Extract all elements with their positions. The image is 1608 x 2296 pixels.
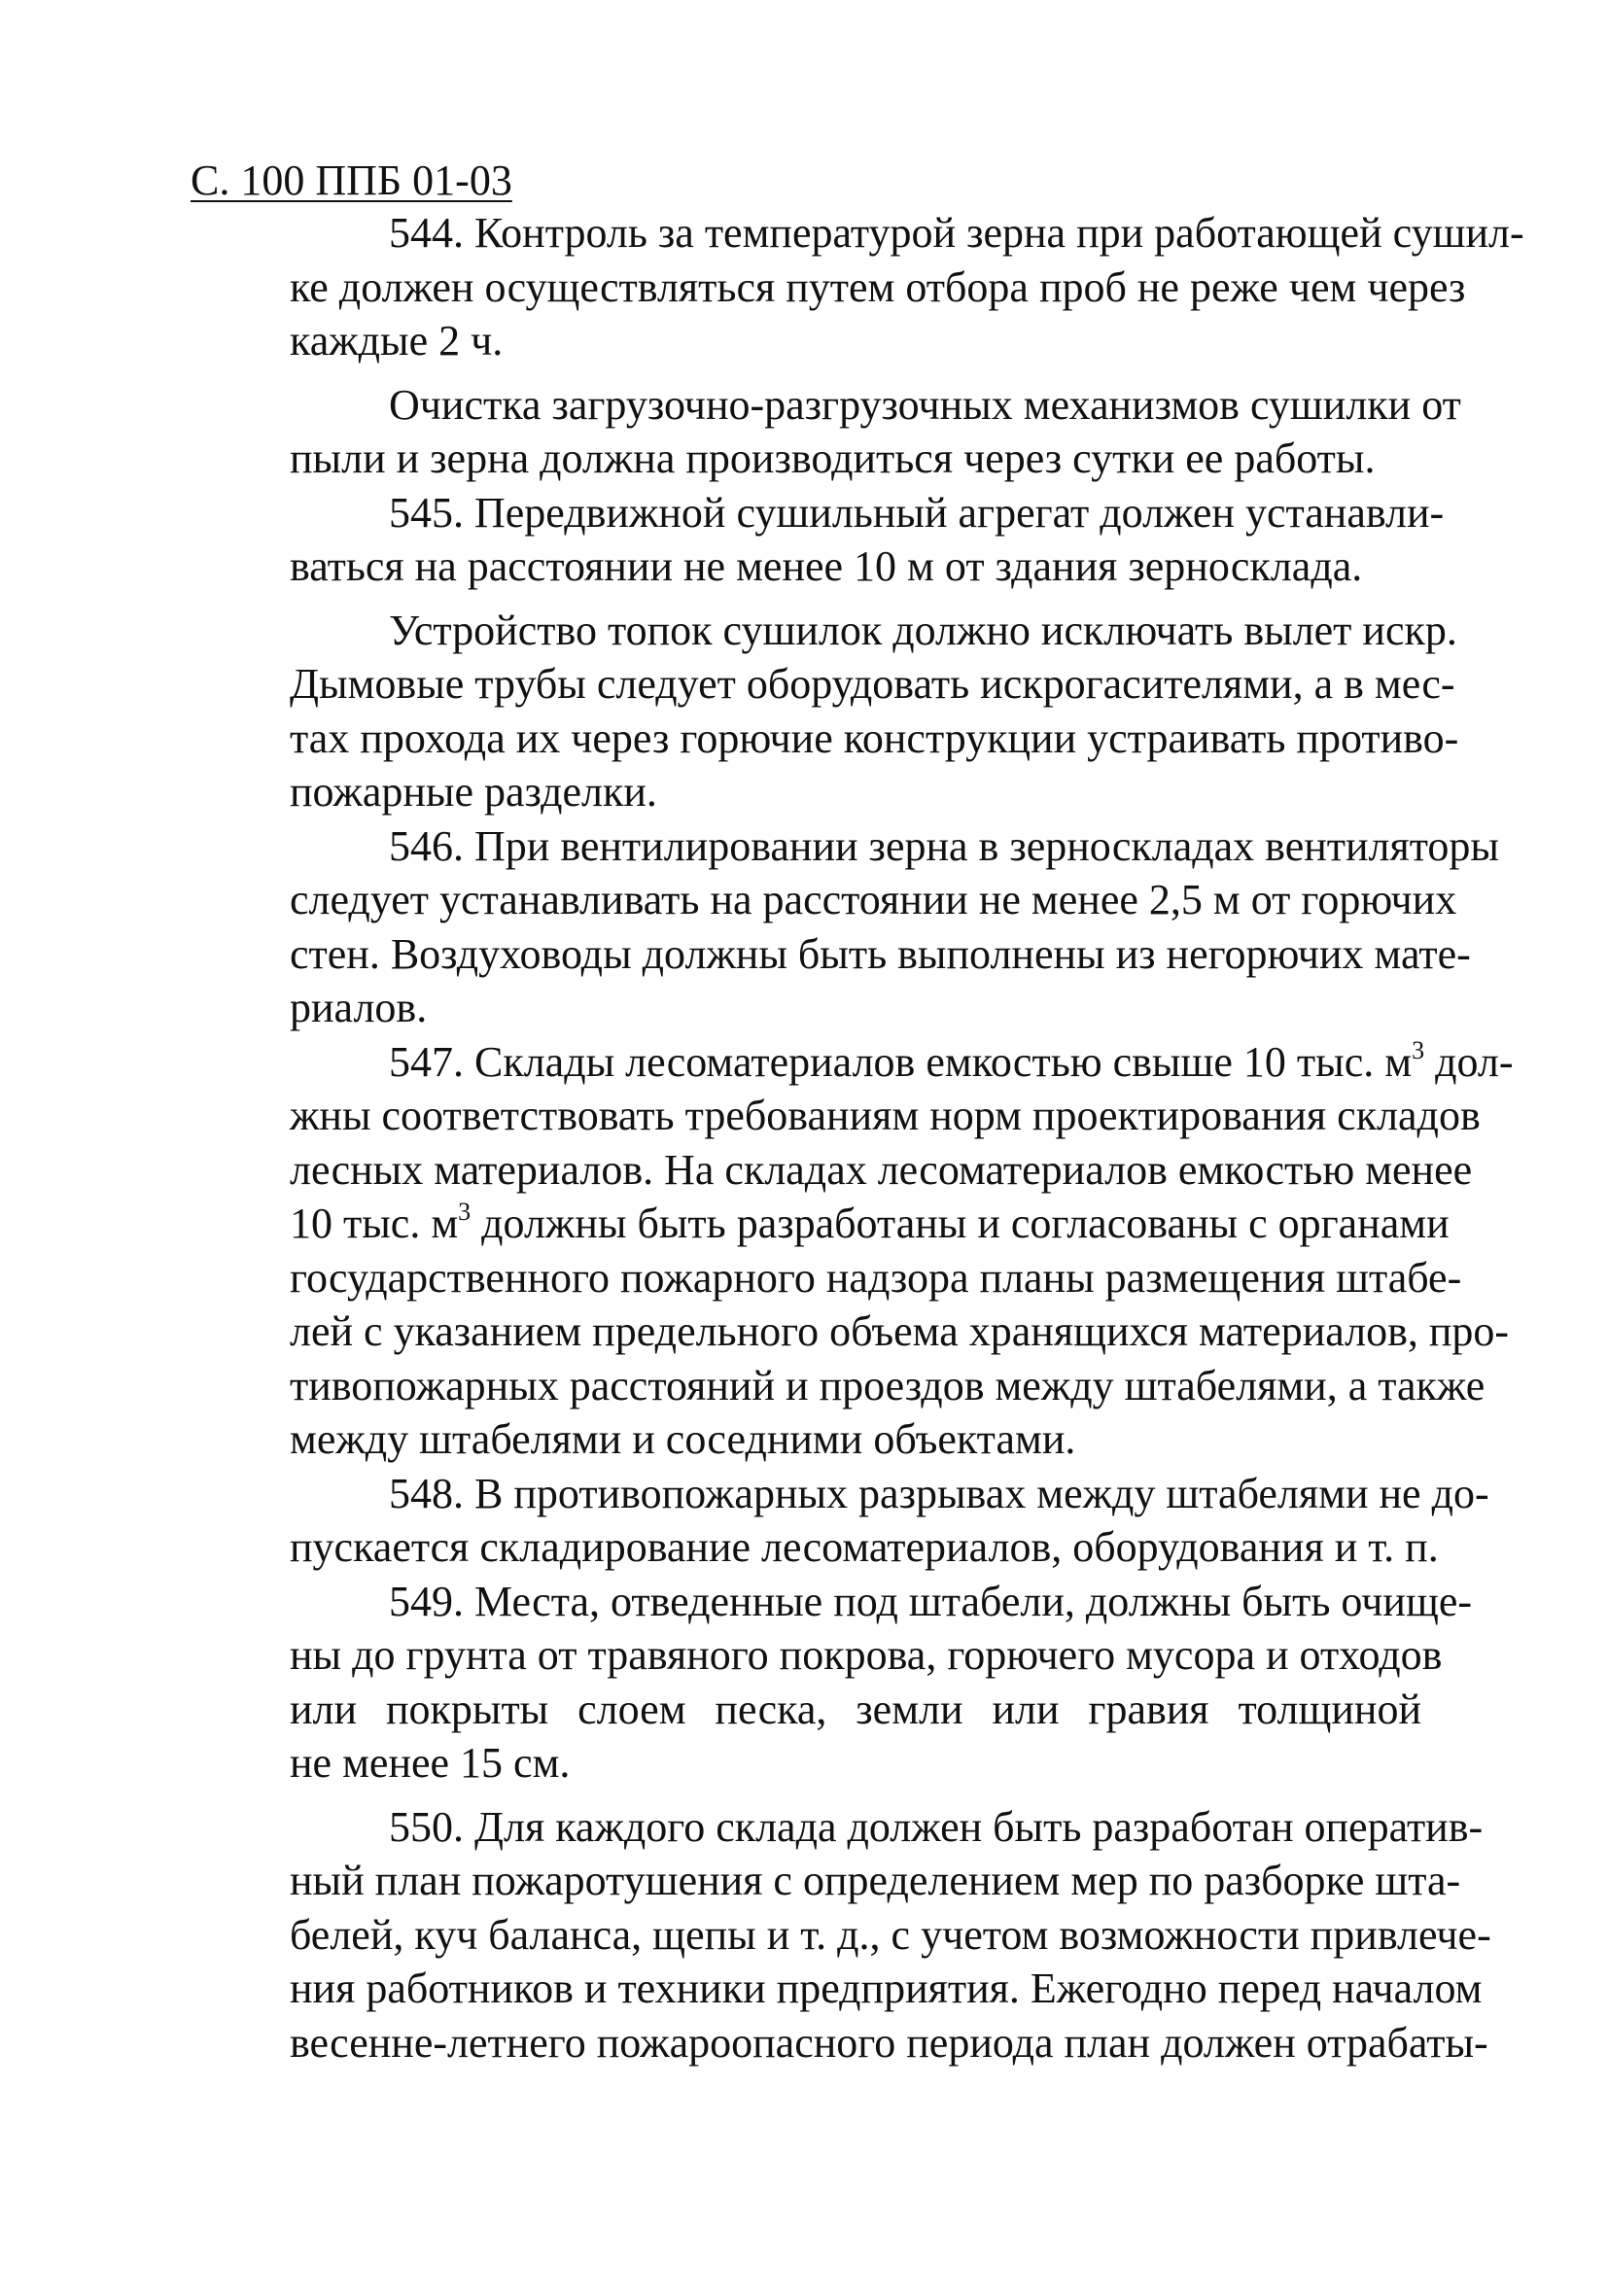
text-line: лей с указанием предельного объема хранящихся материалов, про- (290, 1307, 1510, 1355)
text-line: 546. При вентилировании зерна в зерноскладах вентиляторы (389, 821, 1499, 870)
text-line (191, 1035, 1514, 1090)
text-line: тивопожарных расстояний и проездов между штабелями, а также (290, 1361, 1486, 1409)
paragraph-545-furnaces (191, 604, 1459, 819)
text-line: ны до грунта от травяного покрова, горючего мусора и отходов (290, 1631, 1443, 1679)
text-line: ния работников и техники предприятия. Ежегодно перед началом (290, 1965, 1483, 2012)
text-line: тах прохода их через горючие конструкции устраивать противо- (290, 713, 1459, 762)
text-line: Очистка загрузочно-разгрузочных механизмов сушилки от (389, 380, 1461, 429)
text-line: Устройство топок сушилок должно исключать вылет искр. (389, 606, 1457, 654)
text-line: пыли и зерна должна производиться через сутки ее работы. (290, 435, 1376, 482)
text-line: между штабелями и соседними объектами. (290, 1415, 1076, 1463)
text-line: пускается складирование лесоматериалов, оборудования и т. п. (290, 1523, 1439, 1571)
text-line: пожарные разделки. (290, 768, 657, 816)
text-line: следует устанавливать на расстоянии не менее 2,5 м от горючих (290, 876, 1457, 923)
text-line: весенне-летнего пожароопасного периода план должен отрабаты- (290, 2018, 1488, 2067)
text-line: ный план пожаротушения с определением мер по разборке шта- (290, 1857, 1461, 1904)
text-line: каждые 2 ч. (290, 317, 504, 365)
text-line: риалов. (290, 984, 428, 1031)
line-text: 10 тыс. м (290, 1200, 459, 1247)
text-line: ваться на расстоянии не менее 10 м от здания зерносклада. (290, 542, 1363, 590)
text-line: 549. Места, отведенные под штабели, должны быть очище- (389, 1577, 1473, 1625)
text-line: жны соответствовать требованиям норм проектирования складов (290, 1092, 1481, 1139)
text-line: стен. Воздуховоды должны быть выполнены из негорючих мате- (290, 929, 1471, 978)
text-line: 544. Контроль за температурой зерна при работающей сушил- (389, 209, 1524, 257)
superscript: 3 (1412, 1035, 1425, 1064)
paragraph-544 (191, 206, 1524, 368)
page-header: С. 100 ППБ 01-03 (191, 157, 512, 204)
paragraph-549 (191, 1575, 1473, 1791)
text-line: или покрыты слоем песка, земли или гравия толщиной (290, 1685, 1421, 1733)
text-line: ке должен осуществляться путем отбора проб не реже чем через (290, 262, 1466, 311)
text-line: Дымовые трубы следует оборудовать искрогасителями, а в мес- (290, 660, 1455, 708)
line-text: 547. Склады лесоматериалов емкостью свыше 10 тыс. м (389, 1037, 1413, 1086)
line-text: должны быть разработаны и согласованы с органами (471, 1200, 1450, 1247)
superscript: 3 (458, 1198, 472, 1226)
document-body (191, 206, 1524, 2070)
text-line: 550. Для каждого склада должен быть разработан оператив- (389, 1802, 1484, 1851)
paragraph-546 (191, 819, 1499, 1035)
text-line (191, 1197, 1450, 1251)
paragraph-548 (191, 1467, 1489, 1575)
text-line: не менее 15 см. (290, 1739, 571, 1787)
paragraph-550 (191, 1800, 1491, 2070)
paragraph-544-cleaning (191, 378, 1461, 486)
text-line: 548. В противопожарных разрывах между штабелями не до- (389, 1469, 1489, 1517)
paragraph-545 (191, 486, 1445, 594)
text-line: государственного пожарного надзора планы размещения штабе- (290, 1253, 1462, 1302)
text-line: белей, куч баланса, щепы и т. д., с учетом возможности привлече- (290, 1910, 1491, 1959)
text-line: лесных материалов. На складах лесоматериалов емкостью менее (290, 1145, 1473, 1194)
paragraph-547 (191, 1035, 1514, 1467)
text-line: 545. Передвижной сушильный агрегат должен устанавли- (389, 488, 1445, 537)
line-text: дол- (1424, 1037, 1514, 1086)
